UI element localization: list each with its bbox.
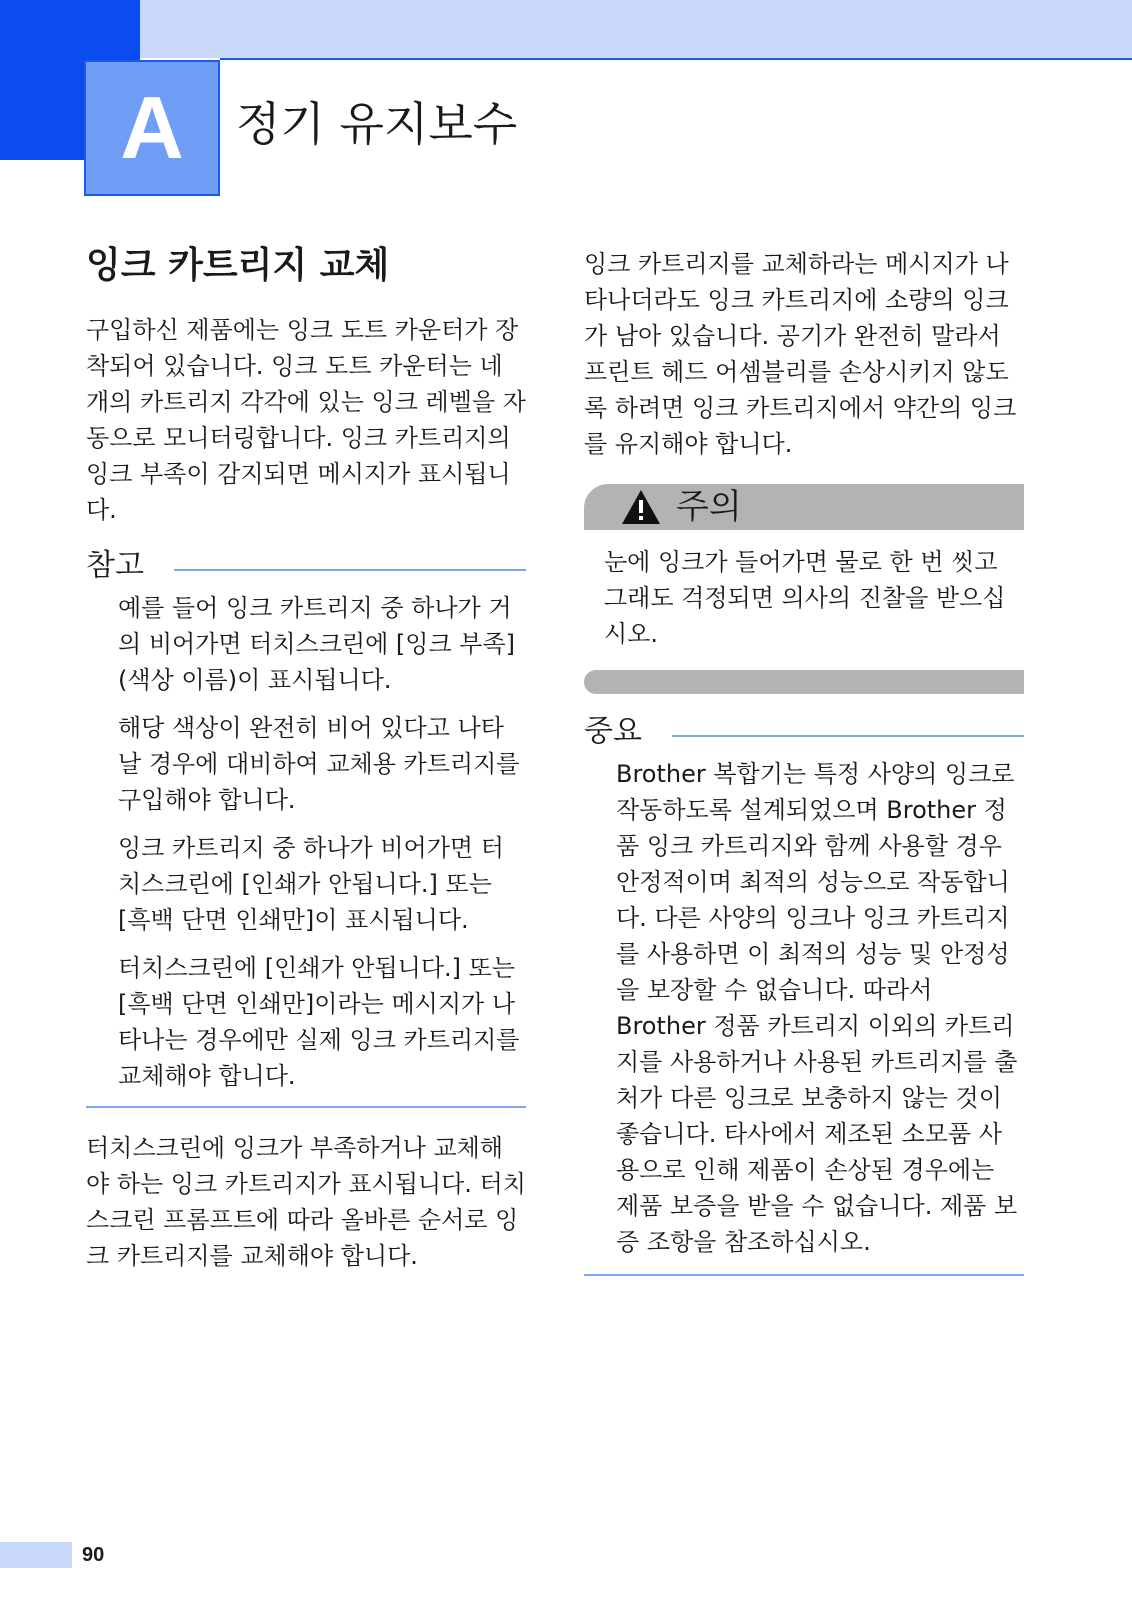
right-intro-paragraph: 잉크 카트리지를 교체하라는 메시지가 나타나더라도 잉크 카트리지에 소량의 잉크가 남아 있습니다. 공기가 완전히 말라서 프린트 헤드 어셈블리를 손상시키지 않도록 하려면 잉크 카트리지에서 약간의 잉크를 유지해야 합니다. (584, 250, 1017, 458)
page-number-tab (0, 1542, 72, 1568)
page-number: 90 (82, 1544, 105, 1566)
note-item: 해당 색상이 완전히 비어 있다고 나타날 경우에 대비하여 교체용 카트리지를 구입해야 합니다. (118, 714, 520, 814)
intro-paragraph: 구입하신 제품에는 잉크 도트 카운터가 장착되어 있습니다. 잉크 도트 카운터는 네 개의 카트리지 각각에 있는 잉크 레벨을 자동으로 모니터링합니다. 잉크 카트리지의 잉크 부족이 감지되면 메시지가 표시됩니다. (86, 316, 526, 524)
left-column (86, 244, 526, 1274)
warning-triangle-icon (620, 488, 662, 526)
caution-footer-bar (584, 670, 1024, 694)
note-item: 잉크 카트리지 중 하나가 비어가면 터치스크린에 [인쇄가 안됩니다.] 또는 [흑백 단면 인쇄만]이 표시됩니다. (118, 834, 504, 934)
important-body (584, 756, 1024, 1260)
header-rule (220, 58, 1132, 60)
after-note-paragraph: 터치스크린에 잉크가 부족하거나 교체해야 하는 잉크 카트리지가 표시됩니다. 터치스크린 프롬프트에 따라 올바른 순서로 잉크 카트리지를 교체해야 합니다. (86, 1134, 526, 1270)
note-header-rule (174, 569, 526, 571)
note-end-rule (86, 1106, 526, 1108)
important-header-rule (672, 735, 1024, 737)
note-label: 참고 (86, 548, 144, 583)
right-column (584, 246, 1024, 1276)
important-header (584, 714, 1024, 750)
important-label: 중요 (584, 714, 642, 749)
section-title: 잉크 카트리지 교체 (86, 245, 390, 286)
note-list (86, 590, 526, 1094)
note-item: 예를 들어 잉크 카트리지 중 하나가 거의 비어가면 터치스크린에 [잉크 부족](색상 이름)이 표시됩니다. (118, 594, 516, 694)
caution-text: 눈에 잉크가 들어가면 물로 한 번 씻고 그래도 걱정되면 의사의 진찰을 받으십시오. (604, 548, 1006, 648)
note-item: 터치스크린에 [인쇄가 안됩니다.] 또는 [흑백 단면 인쇄만]이라는 메시지가 나타나는 경우에만 실제 잉크 카트리지를 교체해야 합니다. (118, 954, 520, 1090)
chapter-title: 정기 유지보수 (236, 97, 518, 151)
header-band (0, 0, 1132, 58)
caution-header (584, 484, 1024, 530)
note-header (86, 548, 526, 584)
chapter-letter: A (84, 60, 220, 196)
important-end-rule (584, 1274, 1024, 1276)
caution-body (584, 530, 1024, 670)
important-text: Brother 복합기는 특정 사양의 잉크로 작동하도록 설계되었으며 Brother 정품 잉크 카트리지와 함께 사용할 경우 안정적이며 최적의 성능으로 작동합니다. 다른 사양의 잉크나 잉크 카트리지를 사용하면 이 최적의 성능 및 안정성을 보장할 수 없습니다. 따라서 Brother 정품 카트리지 이외의 카트리지를 사용하거나 사용된 카트리지를 출처가 다른 잉크로 보충하지 않는 것이 좋습니다. 타사에서 제조된 소모품 사용으로 인해 제품이 손상된 경우에는 제품 보증을 받을 수 없습니다. 제품 보증 조항을 참조하십시오. (616, 760, 1018, 1256)
caution-label: 주의 (676, 487, 742, 527)
